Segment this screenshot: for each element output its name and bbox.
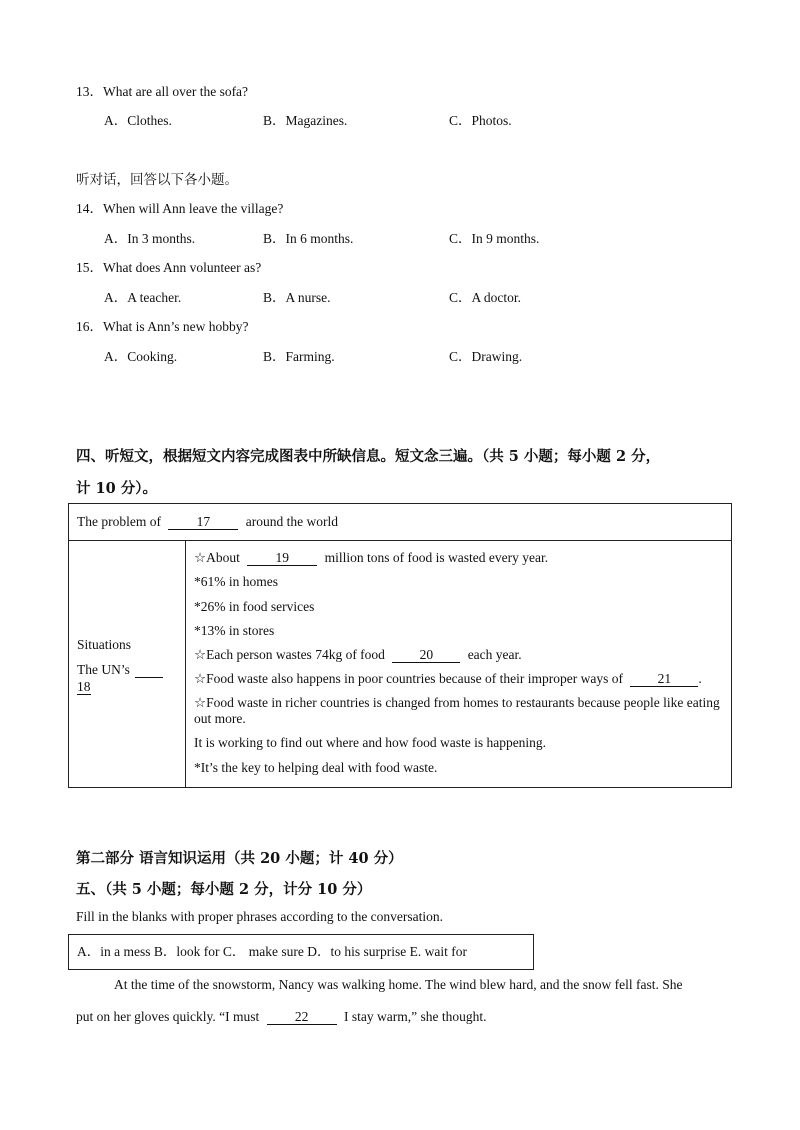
passage-line-2: put on her gloves quickly. “I must 22 I stay warm,” she thought. [76,1009,487,1024]
blank-20[interactable]: 20 [392,648,460,663]
option-c[interactable]: C．A doctor. [449,290,522,305]
option-a[interactable]: A．A teacher. [104,290,182,305]
the-uns-label: The UN’s 18 [77,661,185,695]
detail-line: ☆Food waste also happens in poor countries because of their improper ways of 21 . [194,671,702,687]
detail-line: *13% in stores [194,622,275,638]
detail-line: ☆Food waste in richer countries is changed from homes to restaurants because people like eating out more. [194,695,720,727]
option-c[interactable]: C．Drawing. [449,349,523,364]
table-row-problem: The problem of 17 around the world [69,504,732,541]
question-16 [76,315,248,335]
question-text: When will Ann leave the village? [103,201,284,216]
info-chart-table [68,503,732,788]
detail-line: ☆About 19 million tons of food is wasted every year. [194,550,549,566]
option-b[interactable]: B．Magazines. [263,113,348,128]
option-a[interactable]: A．Clothes. [104,113,172,128]
question-number: 14． [76,201,103,216]
situations-label: Situations [77,637,132,652]
blank-22[interactable]: 22 [267,1010,337,1025]
question-number: 15． [76,260,103,275]
question-number: 13． [76,84,103,99]
dialog-instruction: 听对话，回答以下各小题。 [76,172,238,187]
detail-line: *It’s the key to helping deal with food waste. [194,759,438,775]
section-5-instruction: Fill in the blanks with proper phrases according to the conversation. [76,909,444,924]
table-left-labels [69,541,186,788]
option-c[interactable]: C．In 9 months. [449,231,540,246]
option-a[interactable]: A．Cooking. [104,349,178,364]
option-a[interactable]: A．In 3 months. [104,231,196,246]
detail-line: *61% in homes [194,574,278,590]
part-2-heading: 第二部分 语言知识运用（共 20 小题；计 40 分） [76,850,403,867]
option-b[interactable]: B．A nurse. [263,290,331,305]
blank-18[interactable]: 18 [77,679,91,694]
question-number: 16． [76,319,103,334]
section-4-heading-line1: 四、听短文，根据短文内容完成图表中所缺信息。短文念三遍。（共 5 小题；每小题 2 分， [76,448,661,465]
table-right-details [186,541,732,788]
detail-line: ☆Each person wastes 74kg of food 20 each year. [194,647,522,662]
blank-19[interactable]: 19 [247,551,317,566]
question-text: What does Ann volunteer as? [103,260,262,275]
blank-17[interactable]: 17 [168,515,238,530]
question-text: What is Ann’s new hobby? [103,319,249,334]
option-b[interactable]: B．Farming. [263,349,335,364]
option-c[interactable]: C．Photos. [449,113,512,128]
question-15 [76,256,261,276]
passage-line-1: At the time of the snowstorm, Nancy was walking home. The wind blew hard, and the snow fell fast. She [114,977,683,992]
question-14 [76,197,283,217]
detail-line: It is working to find out where and how food waste is happening. [194,735,547,751]
section-5-heading: 五、（共 5 小题；每小题 2 分，计分 10 分） [76,881,372,898]
blank-21[interactable]: 21 [630,672,698,687]
phrase-bank-box: A．in a mess B．look for C． make sure D．to his surprise E. wait for [68,934,534,970]
question-13 [76,80,248,100]
detail-line: *26% in food services [194,598,315,614]
question-text: What are all over the sofa? [103,84,249,99]
section-4-heading-line2: 计 10 分）。 [76,480,158,497]
option-b[interactable]: B．In 6 months. [263,231,354,246]
